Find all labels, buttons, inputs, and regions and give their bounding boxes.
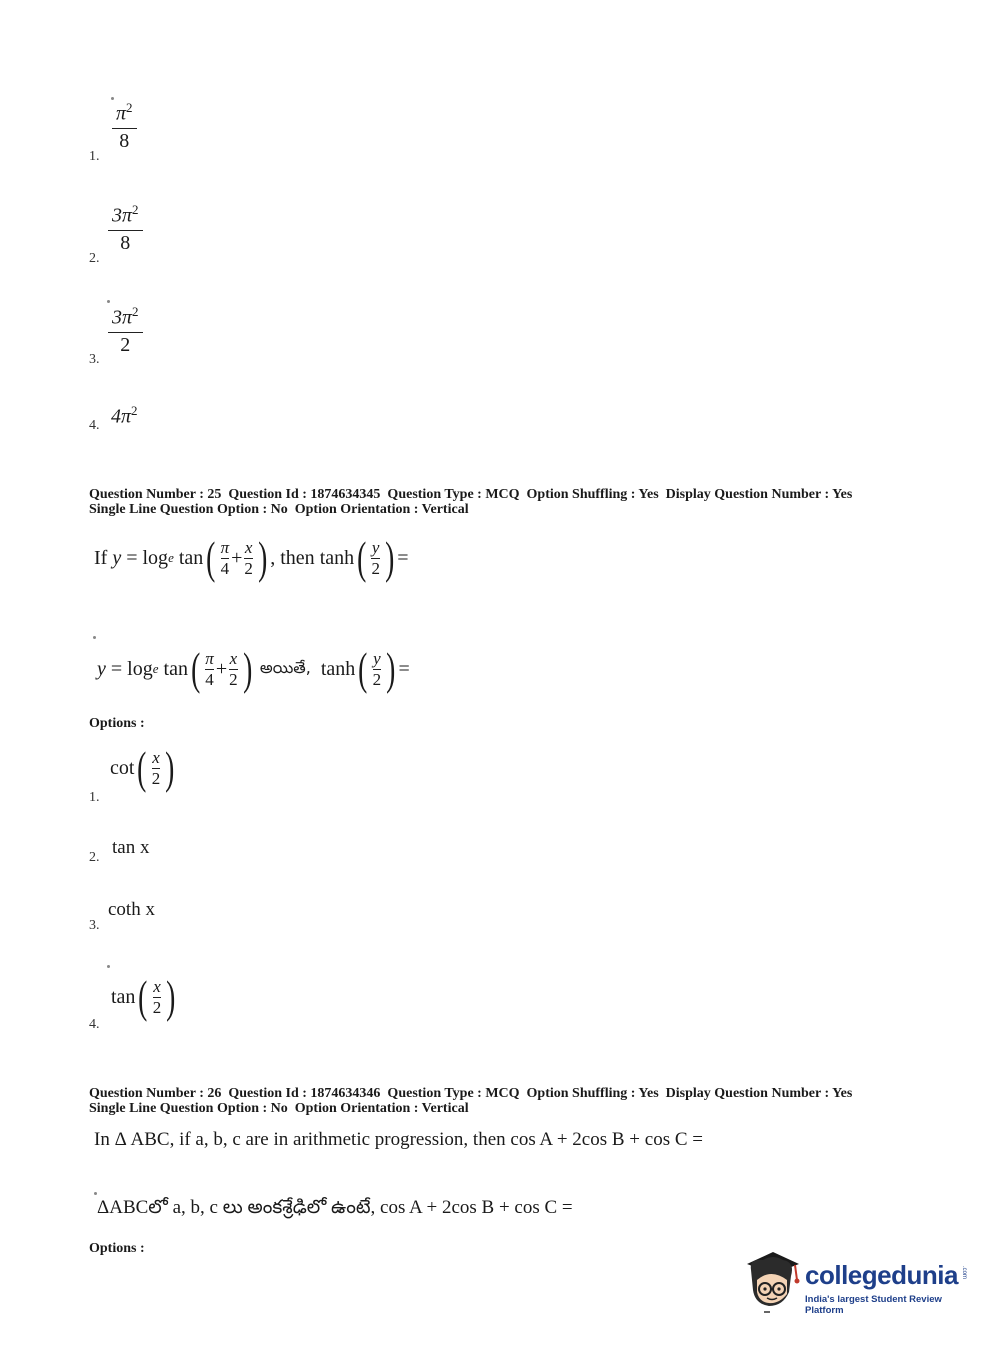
q26-meta-line1: Question Number : 26 Question Id : 1874634346 Question Type : MCQ Option Shuffling : Yes Display Question Number : Yes	[89, 1086, 853, 1101]
q25-option-1: cot ( x 2 )	[110, 742, 175, 793]
q25-options-label: Options :	[89, 716, 145, 731]
q25-option-3-number: 3.	[89, 918, 100, 933]
q25-option-4: tan ( x 2 )	[111, 971, 176, 1022]
option-1-number: 1.	[89, 149, 100, 164]
mascot-icon	[743, 1250, 803, 1312]
option-1-fraction: $\pi^2$ 8	[112, 100, 137, 153]
q25-telugu-question: y = log e tan ( π 4 + x 2 ) అయితే, tanh ( y 2 ) =	[97, 643, 410, 694]
q25-meta-line1: Question Number : 25 Question Id : 1874634345 Question Type : MCQ Option Shuffling : Yes Display Question Number : Yes	[89, 487, 853, 502]
logo-name: collegedunia	[805, 1260, 958, 1290]
q25-english-question: If y = log e tan ( π 4 + x 2 ) , then tanh ( y 2 ) =	[94, 532, 409, 583]
q26-meta-line2: Single Line Question Option : No Option Orientation : Vertical	[89, 1101, 469, 1116]
logo-tagline: India's largest Student Review Platform	[805, 1294, 942, 1316]
q26-telugu-question: ΔABCలో a, b, c లు అంకశ్రేఢిలో ఉంటే, cos A + 2cos B + cos C =	[97, 1197, 573, 1218]
scan-dot	[107, 300, 110, 303]
scan-dot	[94, 1192, 97, 1195]
option-3-number: 3.	[89, 352, 100, 367]
scan-dot	[107, 965, 110, 968]
q26-options-label: Options :	[89, 1241, 145, 1256]
q25-option-1-number: 1.	[89, 790, 100, 805]
q26-english-question: In Δ ABC, if a, b, c are in arithmetic progression, then cos A + 2cos B + cos C =	[94, 1129, 703, 1150]
scan-dot	[93, 636, 96, 639]
option-2-number: 2.	[89, 251, 100, 266]
q25-option-2-number: 2.	[89, 850, 100, 865]
option-3-fraction: $3\pi^2$ 2	[108, 304, 143, 357]
q25-option-3: coth x	[108, 899, 155, 920]
q25-meta-line2: Single Line Question Option : No Option Orientation : Vertical	[89, 502, 469, 517]
option-4-expression: $4\pi^2$	[111, 403, 138, 428]
scan-mark	[764, 1311, 770, 1313]
option-2-fraction: $3\pi^2$ 8	[108, 202, 143, 255]
option-4-number: 4.	[89, 418, 100, 433]
q25-option-4-number: 4.	[89, 1017, 100, 1032]
collegedunia-logo	[743, 1250, 973, 1316]
q25-option-2: tan x	[112, 837, 150, 858]
logo-suffix: .com	[961, 1266, 967, 1280]
